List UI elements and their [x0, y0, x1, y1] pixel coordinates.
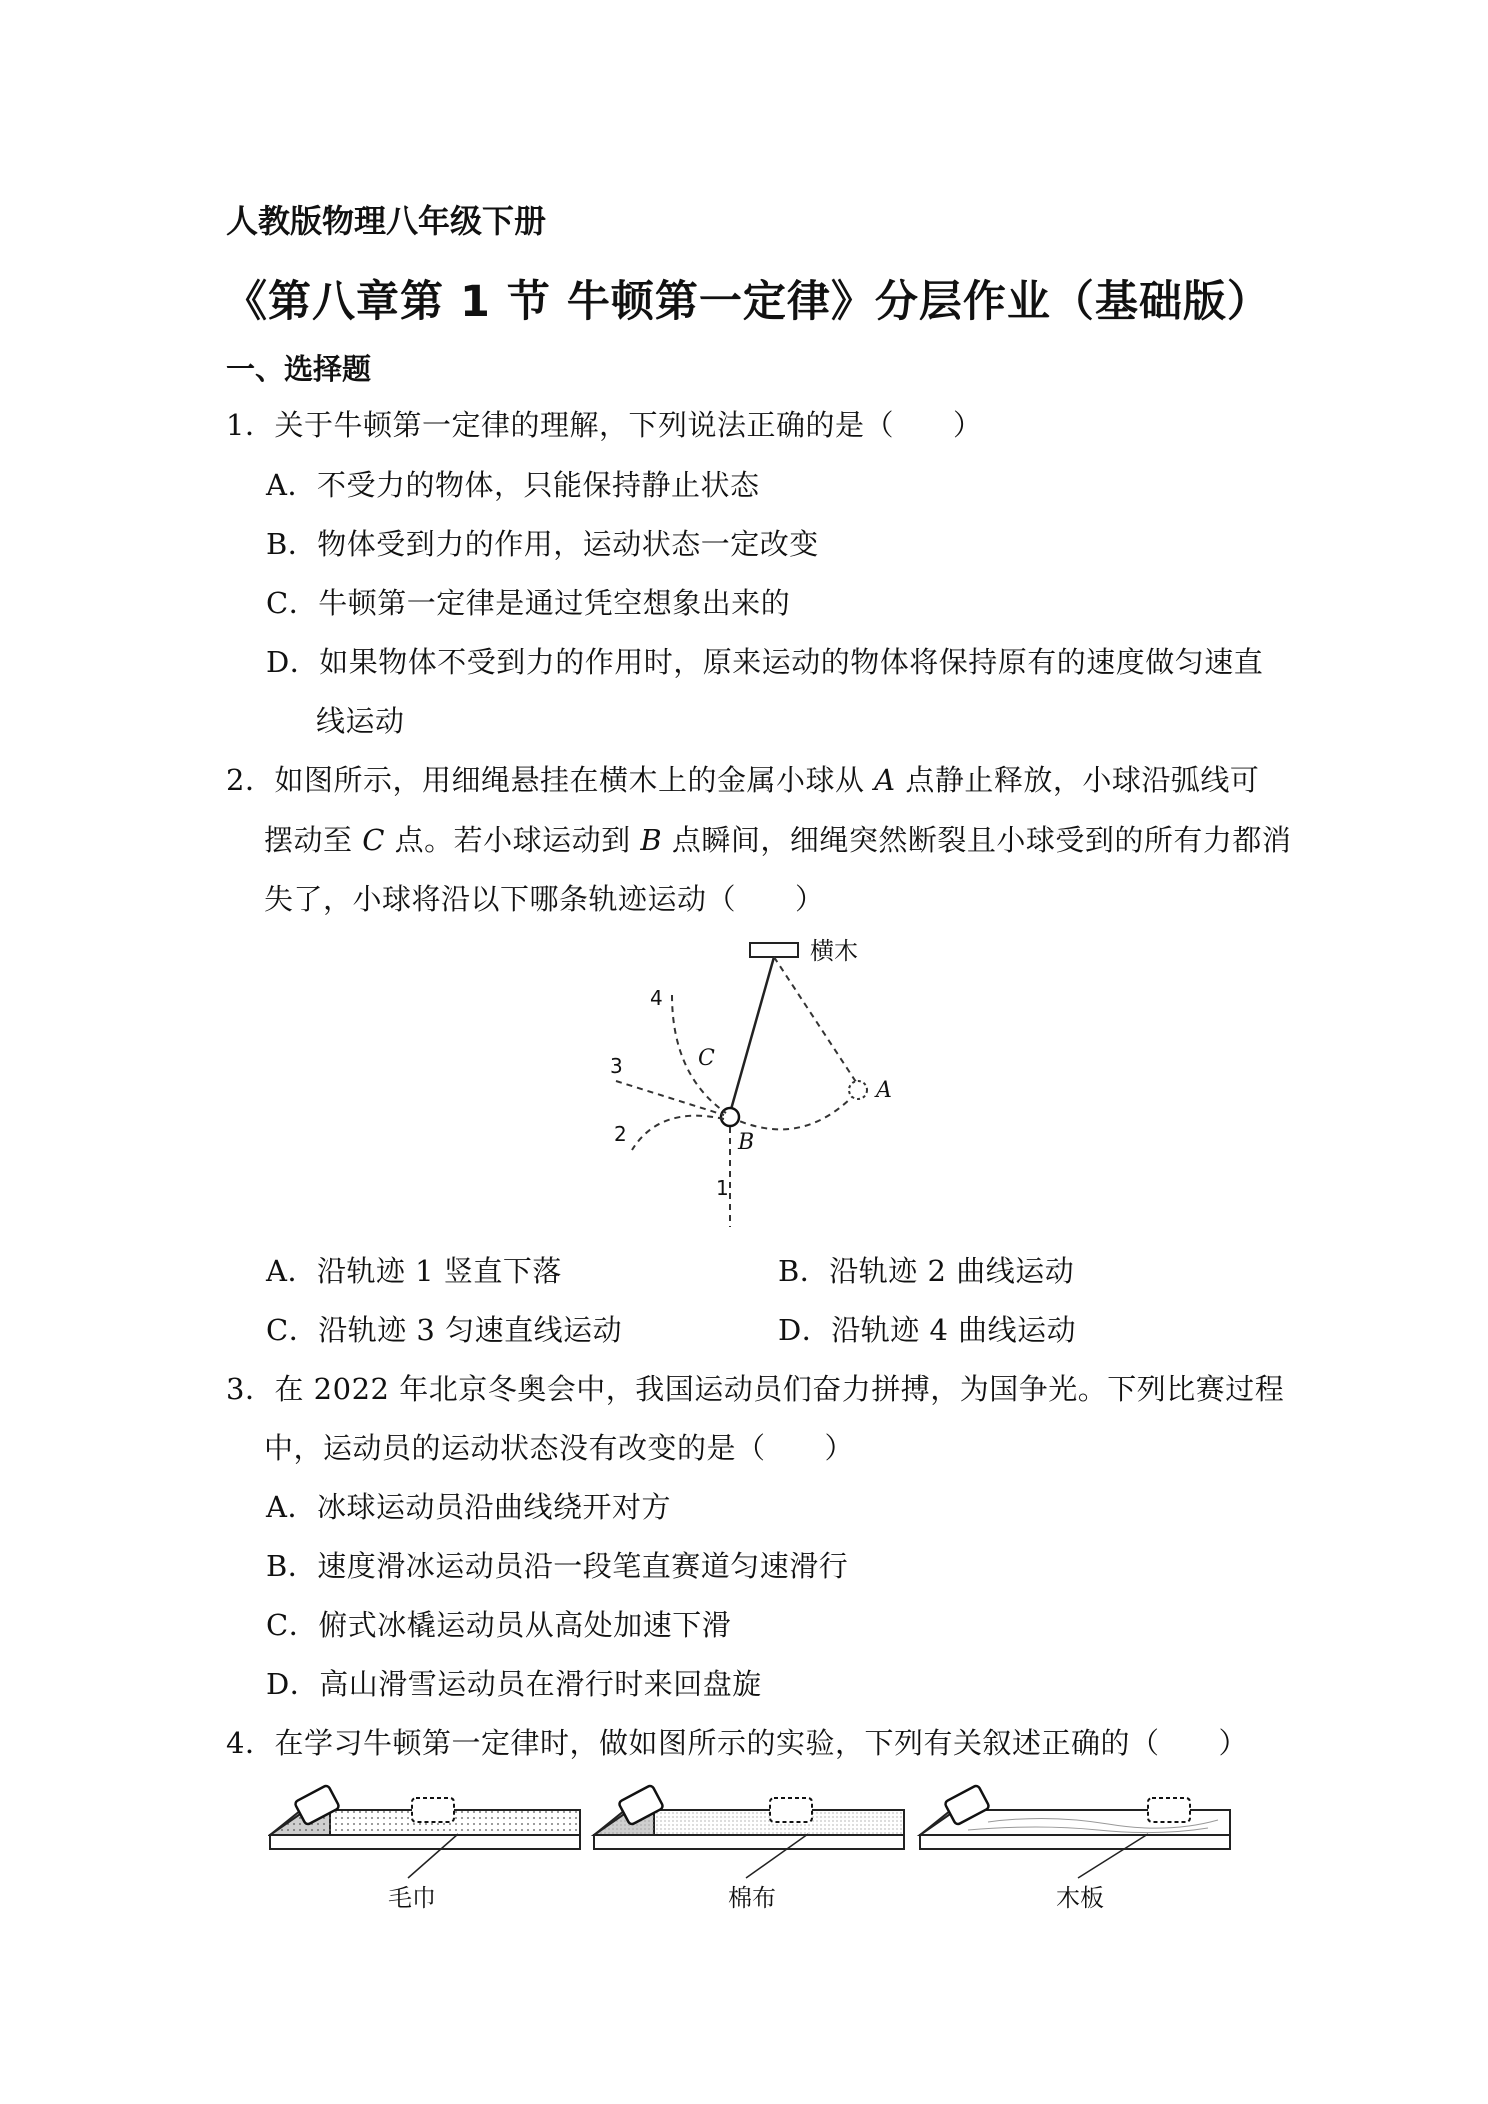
pendulum-figure [590, 935, 910, 1235]
question-1-option-d-continued: 线运动 [316, 704, 405, 738]
panel-wood [920, 1785, 1230, 1878]
beam-label: 横木 [810, 937, 858, 965]
cotton-label: 棉布 [728, 1884, 776, 1912]
path-4-label: 4 [650, 986, 663, 1010]
question-2-stem-line-2: 摆动至 C 点。若小球运动到 B 点瞬间，细绳突然断裂且小球受到的所有力都消 [264, 823, 1292, 857]
question-3-stem-line-2: 中，运动员的运动状态没有改变的是（ ） [264, 1431, 855, 1465]
question-4-stem: 4．在学习牛顿第一定律时，做如图所示的实验，下列有关叙述正确的（ ） [226, 1726, 1248, 1760]
ramp-experiment-figure [268, 1780, 1238, 1920]
question-1-option-c: C．牛顿第一定律是通过凭空想象出来的 [266, 586, 791, 620]
question-2-option-b: B．沿轨迹 2 曲线运动 [778, 1254, 1075, 1288]
question-2-option-c: C．沿轨迹 3 匀速直线运动 [266, 1313, 623, 1347]
question-2-option-d: D．沿轨迹 4 曲线运动 [778, 1313, 1077, 1347]
question-1-option-d: D．如果物体不受到力的作用时，原来运动的物体将保持原有的速度做匀速直 [266, 645, 1264, 679]
question-3-stem-line-1: 3．在 2022 年北京冬奥会中，我国运动员们奋力拼搏，为国争光。下列比赛过程 [226, 1372, 1285, 1406]
question-3-option-b: B．速度滑冰运动员沿一段笔直赛道匀速滑行 [266, 1549, 849, 1583]
question-3-option-a: A．冰球运动员沿曲线绕开对方 [266, 1490, 671, 1524]
towel-label: 毛巾 [388, 1884, 436, 1912]
question-3-option-c: C．俯式冰橇运动员从高处加速下滑 [266, 1608, 732, 1642]
question-2-stem-line-3: 失了，小球将沿以下哪条轨迹运动（ ） [264, 882, 825, 916]
panel-towel [270, 1785, 580, 1878]
pendulum-string [730, 957, 774, 1113]
question-1-option-a: A．不受力的物体，只能保持静止状态 [266, 468, 760, 502]
beam-rect [750, 943, 798, 957]
question-2-stem-line-1: 2．如图所示，用细绳悬挂在横木上的金属小球从 A 点静止释放，小球沿弧线可 [226, 763, 1260, 797]
path-2-label: 2 [614, 1122, 627, 1146]
path-3-label: 3 [610, 1054, 623, 1078]
swing-arc [730, 1095, 854, 1129]
document-subtitle: 人教版物理八年级下册 [226, 202, 547, 240]
ball-at-a [849, 1081, 867, 1099]
question-1-stem: 1．关于牛顿第一定律的理解，下列说法正确的是（ ） [226, 408, 983, 442]
section-heading: 一、选择题 [226, 352, 372, 386]
question-1-option-b: B．物体受到力的作用，运动状态一定改变 [266, 527, 819, 561]
point-c-label: C [698, 1046, 715, 1071]
panel-cotton [594, 1785, 904, 1878]
dashed-string-to-a [774, 957, 858, 1085]
question-2-option-a: A．沿轨迹 1 竖直下落 [266, 1254, 562, 1288]
wood-label: 木板 [1056, 1884, 1104, 1912]
path-1-label: 1 [716, 1176, 729, 1200]
question-3-option-d: D．高山滑雪运动员在滑行时来回盘旋 [266, 1667, 762, 1701]
document-title: 《第八章第 1 节 牛顿第一定律》分层作业（基础版） [224, 277, 1271, 327]
trajectory-2 [632, 1116, 724, 1150]
point-a-label: A [876, 1078, 892, 1103]
point-b-label: B [738, 1130, 755, 1155]
